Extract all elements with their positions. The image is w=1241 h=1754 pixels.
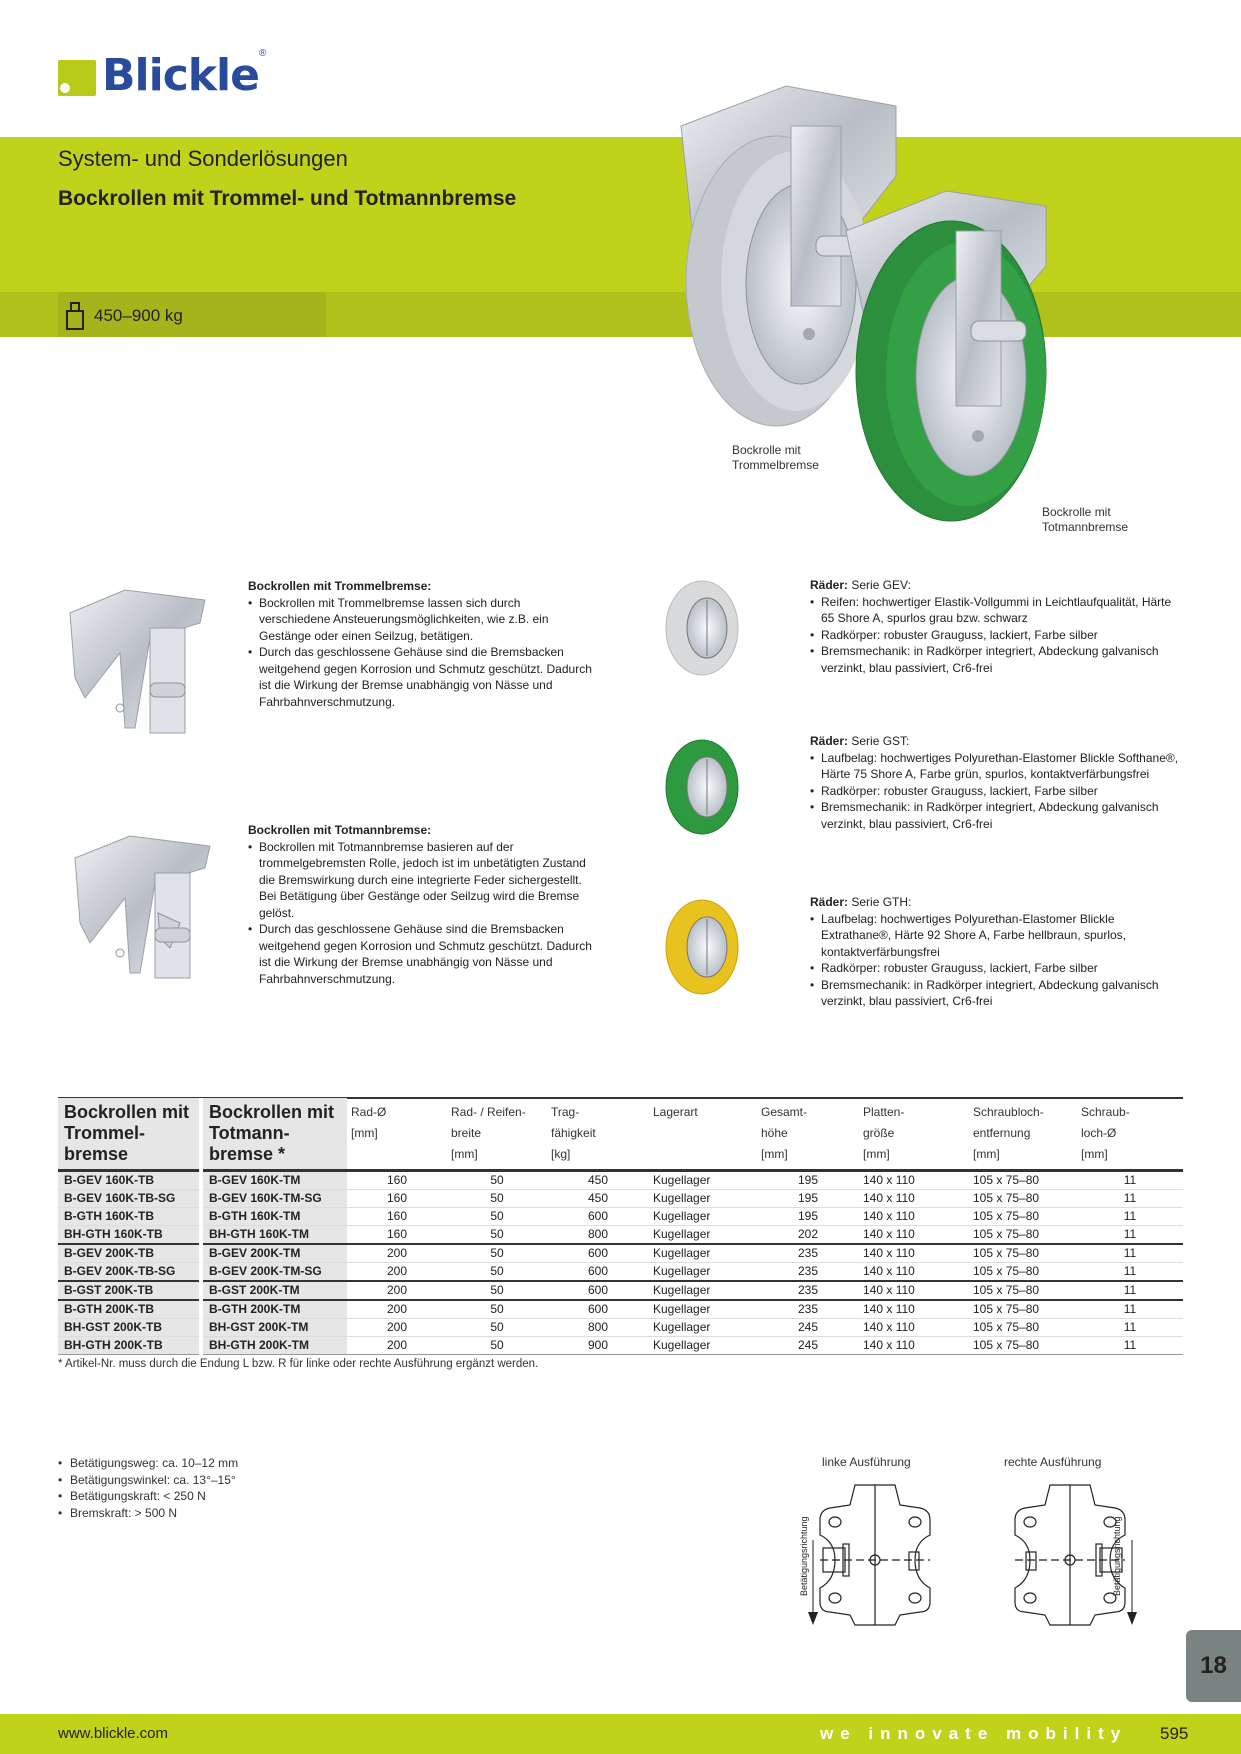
table-cell: 50 (447, 1208, 547, 1226)
table-cell: 11 (1077, 1208, 1183, 1226)
table-row (58, 1190, 1183, 1208)
table-cell: 600 (547, 1244, 649, 1263)
table-cell: 105 x 75–80 (969, 1171, 1077, 1190)
footer-tagline: we innovate mobility (820, 1724, 1128, 1743)
table-cell: 105 x 75–80 (969, 1337, 1077, 1355)
table-cell: 105 x 75–80 (969, 1281, 1077, 1300)
table-cell: 140 x 110 (859, 1281, 969, 1300)
table-cell: 450 (547, 1190, 649, 1208)
table-cell: 105 x 75–80 (969, 1244, 1077, 1263)
table-cell: 11 (1077, 1300, 1183, 1319)
load-range-value: 450–900 kg (94, 306, 183, 325)
header-line: Bockrollen mit (209, 1102, 335, 1122)
footer (0, 1714, 1241, 1754)
article-number-cell: B-GEV 160K-TB-SG (58, 1190, 201, 1208)
table-header-cell (1077, 1098, 1183, 1171)
table-cell: 245 (757, 1337, 859, 1355)
header-line: entfernung (973, 1126, 1031, 1140)
deadman-brake-bullet: • Durch das geschlossene Gehäuse sind die Bremsbacken weitgehend gegen Korrosion und Schmutz geschützt. Dadurch ist die Wirkung der Bremse unabhängig von Nässe und Fahrbahnverschmutzung. (248, 921, 593, 987)
left-version-diagram (805, 1480, 945, 1630)
table-cell: 105 x 75–80 (969, 1190, 1077, 1208)
arrow-down-icon (808, 1612, 818, 1625)
spec-item: • Betätigungskraft: < 250 N (58, 1488, 238, 1505)
table-row (58, 1208, 1183, 1226)
table-row (58, 1226, 1183, 1245)
drum-brake-fork-image (65, 578, 215, 738)
header-line: [mm] (351, 1126, 378, 1140)
right-direction-label: Betätigungsrichtung (1112, 1516, 1122, 1596)
table-header-cell (347, 1098, 447, 1171)
page-title: Bockrollen mit Trommel- und Totmannbremse (58, 187, 517, 210)
article-number-cell: BH-GST 200K-TM (201, 1319, 347, 1337)
header-line: Trag- (551, 1105, 580, 1119)
table-cell: 195 (757, 1190, 859, 1208)
table-cell: 600 (547, 1263, 649, 1282)
caption-line: Trommelbremse (732, 458, 819, 472)
header-line: [mm] (973, 1147, 1000, 1161)
wheel-gth-description (810, 894, 1185, 1010)
table-cell: 160 (347, 1226, 447, 1245)
table-cell: 235 (757, 1263, 859, 1282)
drum-brake-bullet: • Durch das geschlossene Gehäuse sind die Bremsbacken weitgehend gegen Korrosion und Schmutz geschützt. Dadurch ist die Wirkung der Bremse unabhängig von Nässe und Fahrbahnverschmutzung. (248, 644, 593, 710)
article-number-cell: BH-GTH 160K-TM (201, 1226, 347, 1245)
chapter-tab[interactable] (1186, 1630, 1241, 1702)
table-cell: 800 (547, 1226, 649, 1245)
header-line: größe (863, 1126, 895, 1140)
table-cell: 200 (347, 1337, 447, 1355)
wheel-gth-image (662, 897, 742, 997)
caption-deadman-brake (1042, 505, 1128, 535)
table-cell: 50 (447, 1244, 547, 1263)
wheel-label: Räder: (810, 895, 849, 909)
article-number-cell: B-GEV 160K-TM-SG (201, 1190, 347, 1208)
article-number-cell: B-GEV 200K-TB (58, 1244, 201, 1263)
header-line: Rad- / Reifen- (451, 1105, 526, 1119)
table-header-cell (58, 1098, 201, 1171)
table-row (58, 1300, 1183, 1319)
header-line: Lagerart (653, 1105, 698, 1119)
blickle-logo (58, 48, 267, 101)
table-cell: 160 (347, 1190, 447, 1208)
article-number-cell: B-GST 200K-TM (201, 1281, 347, 1300)
table-cell: 50 (447, 1190, 547, 1208)
article-number-cell: B-GTH 200K-TM (201, 1300, 347, 1319)
table-row (58, 1319, 1183, 1337)
header-line: höhe (761, 1126, 788, 1140)
header-line: Bockrollen mit (64, 1102, 190, 1122)
spec-item: • Betätigungswinkel: ca. 13°–15° (58, 1472, 238, 1489)
table-cell: 450 (547, 1171, 649, 1190)
wheel-series: Serie GEV: (851, 578, 911, 592)
table-cell: 195 (757, 1171, 859, 1190)
table-cell: Kugellager (649, 1171, 757, 1190)
caption-line: Bockrolle mit (1042, 505, 1111, 519)
table-cell: Kugellager (649, 1300, 757, 1319)
table-cell: 245 (757, 1319, 859, 1337)
table-cell: 140 x 110 (859, 1226, 969, 1245)
table-cell: 50 (447, 1263, 547, 1282)
spec-item: • Betätigungsweg: ca. 10–12 mm (58, 1455, 238, 1472)
table-cell: 140 x 110 (859, 1171, 969, 1190)
table-header-cell (649, 1098, 757, 1171)
table-cell: 600 (547, 1281, 649, 1300)
header-line: Schraub- (1081, 1105, 1130, 1119)
table-header-cell (201, 1098, 347, 1171)
header-line: loch-Ø (1081, 1126, 1117, 1140)
wheel-bullet: • Bremsmechanik: in Radkörper integriert, Abdeckung galvanisch verzinkt, blau passiviert, Cr6-frei (810, 643, 1185, 676)
spec-item: • Bremskraft: > 500 N (58, 1505, 238, 1522)
table-cell: 50 (447, 1319, 547, 1337)
article-number-cell: BH-GTH 160K-TB (58, 1226, 201, 1245)
footer-url[interactable]: www.blickle.com (58, 1725, 169, 1742)
wheel-gst-image (662, 737, 742, 837)
table-cell: 50 (447, 1281, 547, 1300)
article-number-cell: B-GTH 200K-TB (58, 1300, 201, 1319)
arrow-down-icon (1127, 1612, 1137, 1625)
table-cell: 105 x 75–80 (969, 1226, 1077, 1245)
header-line: bremse (64, 1144, 129, 1164)
table-cell: 50 (447, 1300, 547, 1319)
table-cell: 11 (1077, 1190, 1183, 1208)
article-number-cell: B-GEV 160K-TM (201, 1171, 347, 1190)
table-cell: 11 (1077, 1226, 1183, 1245)
article-number-cell: B-GEV 200K-TM-SG (201, 1263, 347, 1282)
header-line: Trommel- (64, 1123, 146, 1143)
product-table (58, 1098, 1183, 1355)
table-cell: 235 (757, 1300, 859, 1319)
page-number: 595 (1160, 1724, 1189, 1743)
table-cell: 11 (1077, 1281, 1183, 1300)
wheel-bullet: • Radkörper: robuster Grauguss, lackiert, Farbe silber (810, 960, 1185, 977)
table-footnote: * Artikel-Nr. muss durch die Endung L bzw. R für linke oder rechte Ausführung ergänzt werden. (58, 1358, 539, 1370)
table-cell: 11 (1077, 1263, 1183, 1282)
table-cell: 11 (1077, 1337, 1183, 1355)
wheel-gev-image (662, 578, 742, 678)
table-cell: 11 (1077, 1171, 1183, 1190)
header-line: [mm] (863, 1147, 890, 1161)
wheel-label: Räder: (810, 734, 849, 748)
table-cell: 195 (757, 1208, 859, 1226)
table-cell: Kugellager (649, 1226, 757, 1245)
table-header-cell (859, 1098, 969, 1171)
load-range (66, 302, 183, 330)
caption-line: Bockrolle mit (732, 443, 801, 457)
table-cell: 900 (547, 1337, 649, 1355)
table-cell: Kugellager (649, 1190, 757, 1208)
table-cell: 140 x 110 (859, 1300, 969, 1319)
logo-mark-icon (58, 60, 96, 96)
wheel-gev-description (810, 577, 1185, 676)
wheel-bullet: • Radkörper: robuster Grauguss, lackiert, Farbe silber (810, 627, 1185, 644)
article-number-cell: B-GEV 200K-TB-SG (58, 1263, 201, 1282)
table-cell: 600 (547, 1208, 649, 1226)
article-number-cell: B-GST 200K-TB (58, 1281, 201, 1300)
left-version-label: linke Ausführung (822, 1455, 911, 1469)
deadman-brake-heading: Bockrollen mit Totmannbremse: (248, 823, 432, 837)
table-cell: 105 x 75–80 (969, 1208, 1077, 1226)
header-line: Schraubloch- (973, 1105, 1044, 1119)
table-cell: 105 x 75–80 (969, 1300, 1077, 1319)
logo-text: Blickle (102, 50, 259, 101)
table-cell: 140 x 110 (859, 1190, 969, 1208)
table-cell: 140 x 110 (859, 1208, 969, 1226)
wheel-gst-description (810, 733, 1185, 832)
table-cell: 200 (347, 1281, 447, 1300)
table-header-cell (547, 1098, 649, 1171)
article-number-cell: BH-GTH 200K-TM (201, 1337, 347, 1355)
table-cell: 200 (347, 1263, 447, 1282)
table-cell: Kugellager (649, 1244, 757, 1263)
table-cell: Kugellager (649, 1281, 757, 1300)
deadman-brake-fork-image (70, 828, 220, 983)
article-number-cell: B-GEV 160K-TB (58, 1171, 201, 1190)
header-line: Totmann- (209, 1123, 290, 1143)
table-cell: 235 (757, 1244, 859, 1263)
table-cell: 140 x 110 (859, 1319, 969, 1337)
article-number-cell: B-GTH 160K-TM (201, 1208, 347, 1226)
header-line: bremse * (209, 1144, 286, 1164)
logo-registered: ® (258, 48, 267, 59)
table-header-cell (757, 1098, 859, 1171)
table-cell: Kugellager (649, 1263, 757, 1282)
drum-brake-bullet: • Bockrollen mit Trommelbremse lassen sich durch verschiedene Ansteuerungsmöglichkeiten, wie z.B. ein Gestänge oder einen Seilzug, betätigen. (248, 595, 593, 645)
wheel-bullet: • Bremsmechanik: in Radkörper integriert, Abdeckung galvanisch verzinkt, blau passiviert, Cr6-frei (810, 799, 1185, 832)
wheel-bullet: • Laufbelag: hochwertiges Polyurethan-Elastomer Blickle Extrathane®, Härte 92 Shore A, Farbe hellbraun, spurlos, kontaktverfärbungsfrei (810, 911, 1185, 961)
wheel-bullet: • Bremsmechanik: in Radkörper integriert, Abdeckung galvanisch verzinkt, blau passiviert, Cr6-frei (810, 977, 1185, 1010)
table-cell: 160 (347, 1171, 447, 1190)
article-number-cell: B-GTH 160K-TB (58, 1208, 201, 1226)
table-cell: 105 x 75–80 (969, 1319, 1077, 1337)
table-cell: 800 (547, 1319, 649, 1337)
table-cell: 160 (347, 1208, 447, 1226)
right-version-label: rechte Ausführung (1004, 1455, 1102, 1469)
header-line: [kg] (551, 1147, 571, 1161)
wheel-series: Serie GTH: (851, 895, 912, 909)
table-cell: 600 (547, 1300, 649, 1319)
deadman-brake-caster (846, 191, 1046, 521)
table-header-row (58, 1098, 1183, 1171)
weight-icon (66, 302, 84, 330)
table-cell: 200 (347, 1300, 447, 1319)
caption-line: Totmannbremse (1042, 520, 1129, 534)
table-cell: 202 (757, 1226, 859, 1245)
table-cell: Kugellager (649, 1208, 757, 1226)
table-row (58, 1281, 1183, 1300)
table-cell: 200 (347, 1244, 447, 1263)
table-cell: 200 (347, 1319, 447, 1337)
wheel-bullet: • Laufbelag: hochwertiges Polyurethan-Elastomer Blickle Softhane®, Härte 75 Shore A, Farbe grün, spurlos, kontaktverfärbungsfrei (810, 750, 1185, 783)
wheel-series: Serie GST: (851, 734, 910, 748)
table-cell: 50 (447, 1226, 547, 1245)
page-subtitle: System- und Sonderlösungen (58, 146, 348, 171)
deadman-brake-description (248, 822, 593, 987)
table-header-cell (447, 1098, 547, 1171)
header-line: fähigkeit (551, 1126, 596, 1140)
table-cell: 11 (1077, 1319, 1183, 1337)
article-number-cell: BH-GST 200K-TB (58, 1319, 201, 1337)
chapter-number: 18 (1200, 1652, 1227, 1679)
header-line: Platten- (863, 1105, 905, 1119)
table-cell: 235 (757, 1281, 859, 1300)
wheel-bullet: • Reifen: hochwertiger Elastik-Vollgummi in Leichtlaufqualität, Härte 65 Shore A, spurlos grau bzw. schwarz (810, 594, 1185, 627)
table-row (58, 1263, 1183, 1282)
header-line: [mm] (1081, 1147, 1108, 1161)
header-line: Rad-Ø (351, 1105, 387, 1119)
brake-specs (58, 1455, 238, 1521)
table-cell: 140 x 110 (859, 1337, 969, 1355)
table-cell: 50 (447, 1171, 547, 1190)
header-line: [mm] (761, 1147, 788, 1161)
deadman-brake-bullet: • Bockrollen mit Totmannbremse basieren auf der trommelgebremsten Rolle, jedoch ist im unbetätigten Zustand die Bremswirkung durch eine integrierte Feder sichergestellt. Bei Betätigung über Gestänge oder Seilzug wird die Bremse gelöst. (248, 839, 593, 922)
left-direction-label: Betätigungsrichtung (799, 1516, 809, 1596)
drum-brake-heading: Bockrollen mit Trommelbremse: (248, 579, 432, 593)
table-cell: 140 x 110 (859, 1244, 969, 1263)
table-row (58, 1244, 1183, 1263)
header-line: Gesamt- (761, 1105, 808, 1119)
table-cell: Kugellager (649, 1319, 757, 1337)
table-cell: 140 x 110 (859, 1263, 969, 1282)
table-cell: 11 (1077, 1244, 1183, 1263)
article-number-cell: BH-GTH 200K-TB (58, 1337, 201, 1355)
wheel-label: Räder: (810, 578, 849, 592)
table-cell: 50 (447, 1337, 547, 1355)
drum-brake-description (248, 578, 593, 710)
header-line: [mm] (451, 1147, 478, 1161)
header-line: breite (451, 1126, 482, 1140)
table-row (58, 1171, 1183, 1190)
caption-drum-brake (732, 443, 819, 473)
table-cell: Kugellager (649, 1337, 757, 1355)
table-cell: 105 x 75–80 (969, 1263, 1077, 1282)
article-number-cell: B-GEV 200K-TM (201, 1244, 347, 1263)
wheel-bullet: • Radkörper: robuster Grauguss, lackiert, Farbe silber (810, 783, 1185, 800)
table-row (58, 1337, 1183, 1355)
table-header-cell (969, 1098, 1077, 1171)
